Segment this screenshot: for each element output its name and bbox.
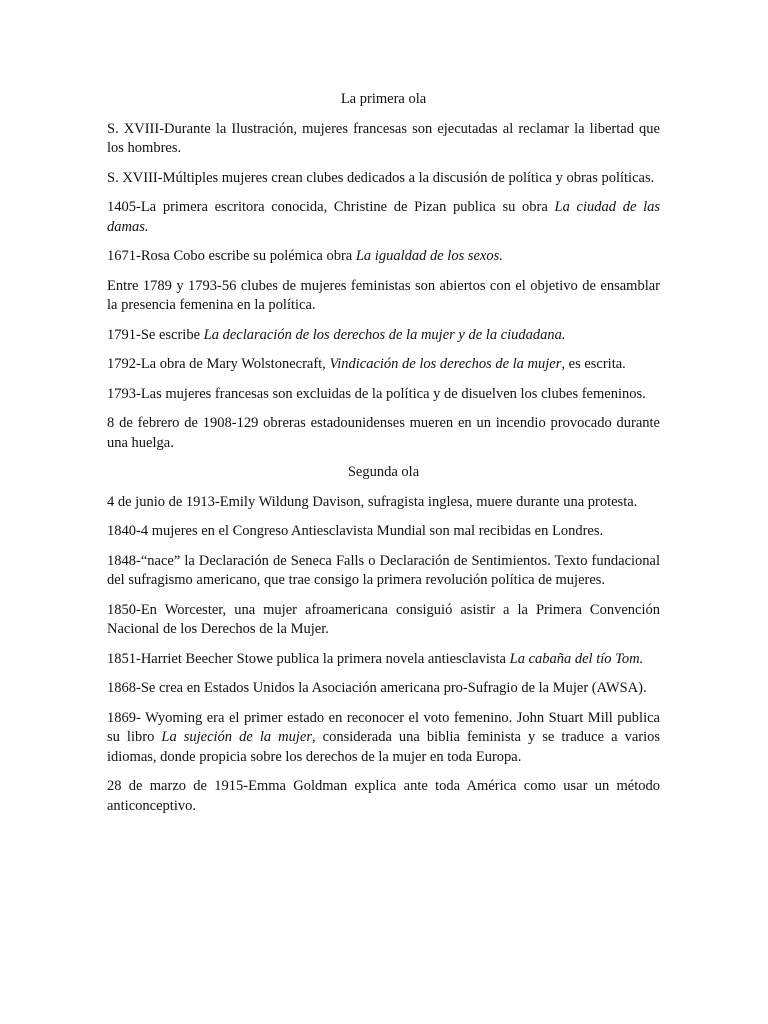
entry-text: 1792-La obra de Mary Wolstonecraft, <box>107 356 330 372</box>
timeline-entry <box>107 552 660 591</box>
timeline-entry <box>107 709 660 768</box>
document-body <box>107 90 660 826</box>
timeline-entry <box>107 277 660 316</box>
timeline-entry <box>107 120 660 159</box>
timeline-entry <box>107 650 660 670</box>
timeline-entry <box>107 601 660 640</box>
entry-text: 1850-En Worcester, una mujer afroamericana consiguió asistir a la Primera Convención Nacional de los Derechos de la Mujer. <box>107 601 660 637</box>
timeline-entry <box>107 326 660 346</box>
entry-text: 1840-4 mujeres en el Congreso Antiesclavista Mundial son mal recibidas en Londres. <box>107 523 604 539</box>
entry-text: S. XVIII-Múltiples mujeres crean clubes dedicados a la discusión de política y obras políticas. <box>107 169 655 186</box>
timeline-entry <box>107 414 660 453</box>
entry-text: 1791-Se escribe <box>107 326 204 343</box>
timeline-entry <box>107 247 660 267</box>
timeline-entry <box>107 169 660 189</box>
entry-text: 1405-La primera escritora conocida, Christine de Pizan publica su obra <box>107 199 555 215</box>
timeline-entry <box>107 493 660 513</box>
entry-text: 28 de marzo de 1915-Emma Goldman explica ante toda América como usar un método anticonceptivo. <box>107 778 660 814</box>
entry-text: 1868-Se crea en Estados Unidos la Asociación americana pro-Sufragio de la Mujer (AWSA). <box>107 680 647 696</box>
entry-text: 1671-Rosa Cobo escribe su polémica obra <box>107 248 356 264</box>
entry-text: 1793-Las mujeres francesas son excluidas de la política y de disuelven los clubes femeninos. <box>107 385 646 402</box>
timeline-entry <box>107 679 660 699</box>
timeline-entry <box>107 385 660 405</box>
entry-text: 8 de febrero de 1908-129 obreras estadounidenses mueren en un incendio provocado durante una huelga. <box>107 415 660 451</box>
timeline-entry <box>107 355 660 375</box>
entry-text: 1869- Wyoming era el primer estado en reconocer el voto femenino. John Stuart Mill publica su libro <box>107 709 660 745</box>
entry-text-continued: , es escrita. <box>561 356 626 372</box>
section-heading: Segunda ola <box>347 464 420 480</box>
work-title: La declaración de los derechos de la mujer y de la ciudadana. <box>203 326 566 343</box>
entry-text-continued: , considerada una biblia feminista y se traduce a varios idiomas, donde propicia sobre los derechos de la mujer en toda Europa. <box>107 729 661 765</box>
entry-text: S. XVIII-Durante la Ilustración, mujeres francesas son ejecutadas al reclamar la libertad que los hombres. <box>107 120 660 156</box>
entry-text: Entre 1789 y 1793-56 clubes de mujeres feministas son abiertos con el objetivo de ensamblar la presencia femenina en la política. <box>107 277 660 313</box>
entry-text: 1851-Harriet Beecher Stowe publica la primera novela antiesclavista <box>107 650 510 667</box>
timeline-entry <box>107 198 660 237</box>
work-title: La ciudad de las damas. <box>107 199 661 235</box>
work-title: La cabaña del tío Tom. <box>509 650 644 667</box>
timeline-entry <box>107 522 660 542</box>
entry-text: 1848-“nace” la Declaración de Seneca Falls o Declaración de Sentimientos. Texto fundacional del sufragismo americano, que trae consigo la primera revolución política de mujeres. <box>107 552 660 588</box>
work-title: La sujeción de la mujer <box>161 729 312 745</box>
entry-text: 4 de junio de 1913-Emily Wildung Davison, sufragista inglesa, muere durante una protesta. <box>107 493 638 510</box>
section-heading: La primera ola <box>340 91 427 107</box>
work-title: Vindicación de los derechos de la mujer <box>329 356 562 372</box>
work-title: La igualdad de los sexos. <box>355 248 503 264</box>
timeline-entry <box>107 777 660 816</box>
